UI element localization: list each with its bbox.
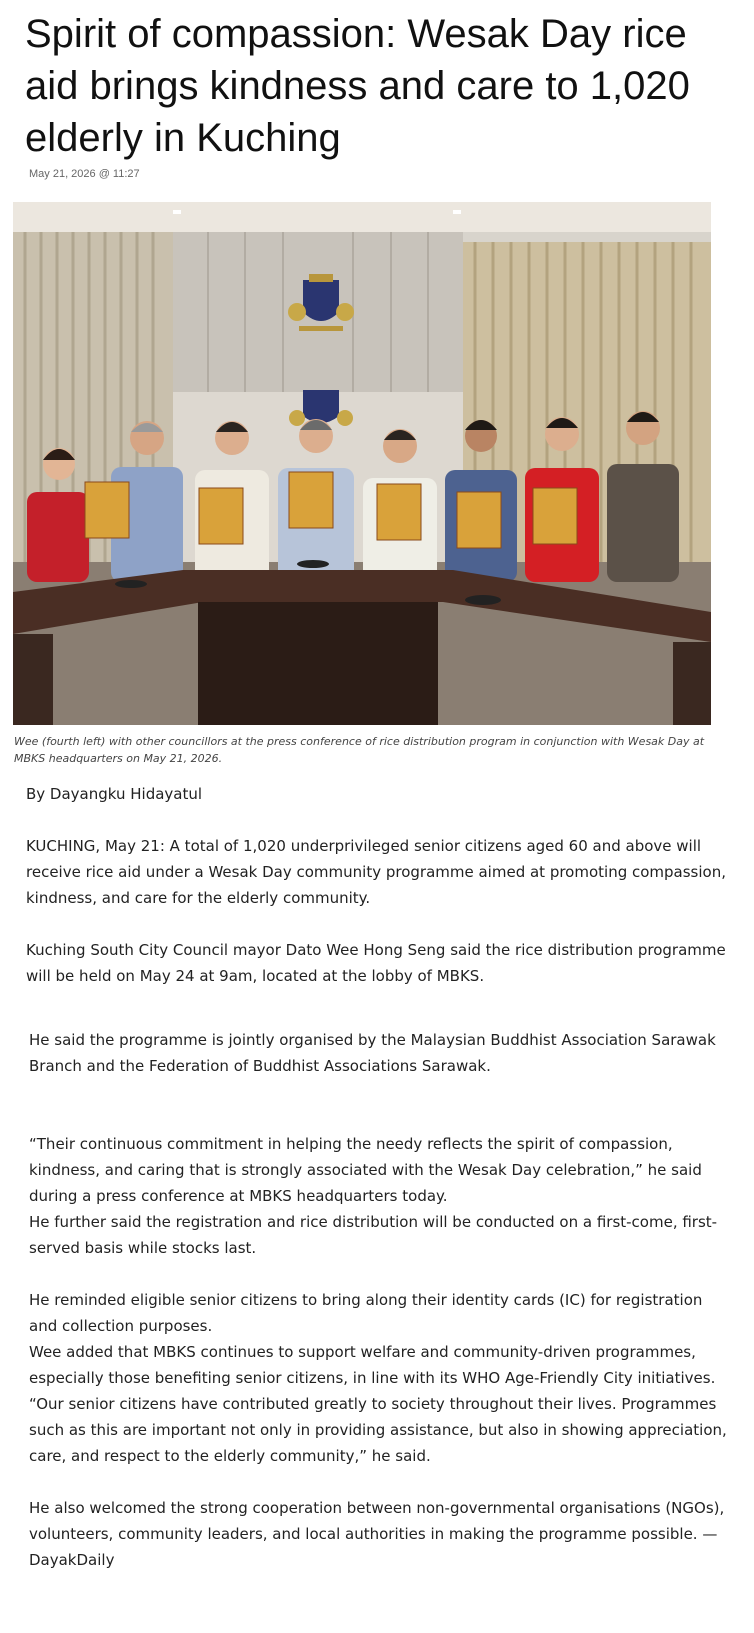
article-paragraph: Wee added that MBKS continues to support welfare and community-driven programmes, especially those benefiting senior citizens, in line with its WHO Age-Friendly City initiatives. bbox=[29, 1343, 716, 1387]
article-paragraph: He reminded eligible senior citizens to bring along their identity cards (IC) for registration and collection purposes. bbox=[29, 1291, 703, 1335]
press-conference-photo-illustration bbox=[13, 202, 711, 725]
article-date: May 21, 2026 @ 11:27 bbox=[29, 168, 140, 180]
article-byline: By Dayangku Hidayatul bbox=[26, 785, 203, 803]
article-paragraph: He also welcomed the strong cooperation between non-governmental organisations (NGOs), volunteers, community leaders, and local authorities in making the programme possible. — DayakDaily bbox=[29, 1499, 725, 1569]
article-paragraph: Kuching South City Council mayor Dato Wee Hong Seng said the rice distribution programme will be held on May 24 at 9am, located at the lobby of MBKS. bbox=[26, 941, 726, 985]
article-photo bbox=[13, 202, 711, 725]
article-paragraph: KUCHING, May 21: A total of 1,020 underprivileged senior citizens aged 60 and above will receive rice aid under a Wesak Day community programme aimed at promoting compassion, kindness, and care for the elderly community. bbox=[26, 837, 726, 907]
photo-caption: Wee (fourth left) with other councillors at the press conference of rice distribution program in conjunction with Wesak Day at MBKS headquarters on May 21, 2026. bbox=[14, 735, 705, 765]
article-paragraph: He further said the registration and rice distribution will be conducted on a first-come, first-served basis while stocks last. bbox=[29, 1213, 718, 1257]
article-paragraph: He said the programme is jointly organised by the Malaysian Buddhist Association Sarawak Branch and the Federation of Buddhist Associations Sarawak. bbox=[29, 1031, 716, 1075]
article-headline: Spirit of compassion: Wesak Day rice aid brings kindness and care to 1,020 elderly in Kuching bbox=[25, 12, 690, 160]
article-paragraph: “Their continuous commitment in helping the needy reflects the spirit of compassion, kindness, and caring that is strongly associated with the Wesak Day celebration,” he said during a press conference at MBKS headquarters today. bbox=[29, 1135, 702, 1205]
article-paragraph: “Our senior citizens have contributed greatly to society throughout their lives. Programmes such as this are important not only in providing assistance, but also in showing appreciation, care, and respect to the elderly community,” he said. bbox=[29, 1395, 727, 1465]
